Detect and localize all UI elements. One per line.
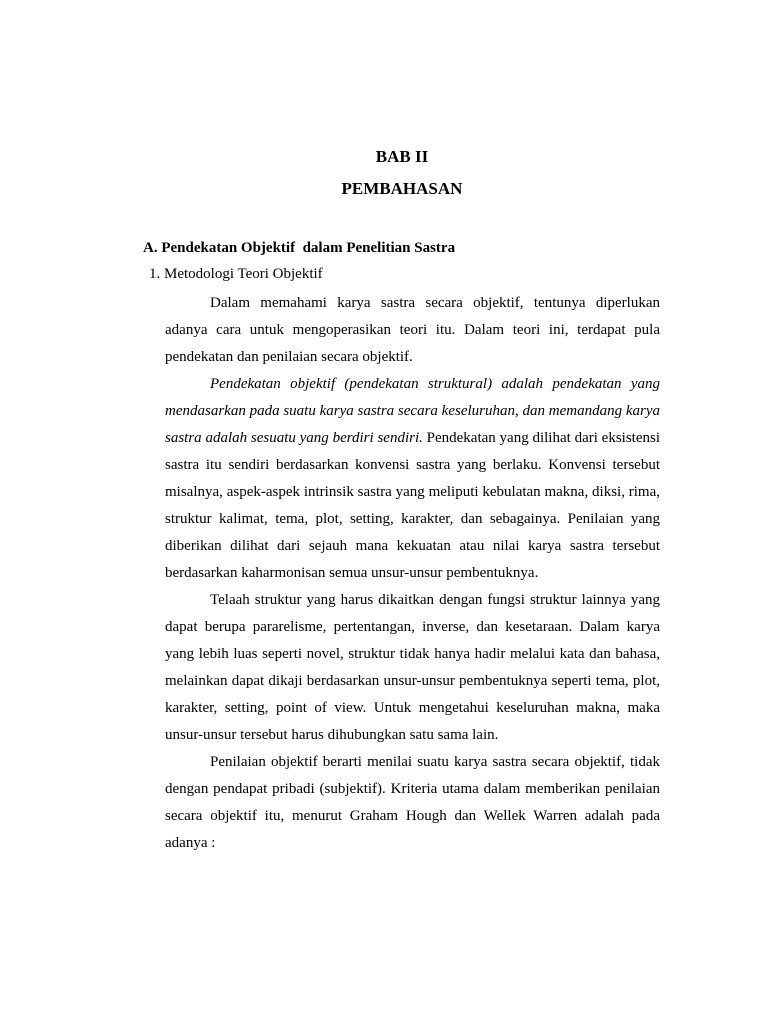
subsection-heading: 1. Metodologi Teori Objektif — [149, 266, 323, 282]
paragraph-2-rest: Pendekatan yang dilihat dari eksistensi sastra itu sendiri berdasarkan konvensi sastra yang berlaku. Konvensi tersebut misalnya, aspek-aspek intrinsik sastra yang meliputi kebulatan makna, diksi, rima, struktur kalimat, tema, plot, setting, karakter, dan sebagainya. Penilaian yang diberikan dilihat dari sejauh mana kekuatan atau nilai karya sastra tersebut berdasarkan kaharmonisan semua unsur-unsur pembentuknya. — [165, 430, 660, 581]
body-text — [165, 290, 660, 857]
chapter-heading: BAB II — [375, 147, 429, 166]
paragraph-2-italic: Pendekatan objektif (pendekatan struktural) adalah pendekatan yang mendasarkan pada suatu karya sastra secara keseluruhan, dan memandang karya sastra adalah sesuatu yang berdiri sendiri. — [165, 376, 660, 446]
paragraph-3: Telaah struktur yang harus dikaitkan dengan fungsi struktur lainnya yang dapat berupa pararelisme, pertentangan, inverse, dan kesetaraan. Dalam karya yang lebih luas seperti novel, struktur tidak hanya hadir melalui kata dan bahasa, melainkan dapat dikaji berdasarkan unsur-unsur pembentuknya seperti tema, plot, karakter, setting, point of view. Untuk mengetahui keseluruhan makna, maka unsur-unsur tersebut harus dihubungkan satu sama lain. — [165, 592, 660, 743]
paragraph-2 — [165, 371, 660, 587]
paragraph-4: Penilaian objektif berarti menilai suatu karya sastra secara objektif, tidak dengan pendapat pribadi (subjektif). Kriteria utama dalam memberikan penilaian secara objektif itu, menurut Graham Hough dan Wellek Warren adalah pada adanya : — [165, 754, 660, 851]
paragraph-1: Dalam memahami karya sastra secara objektif, tentunya diperlukan adanya cara untuk mengoperasikan teori itu. Dalam teori ini, terdapat pula pendekatan dan penilaian secara objektif. — [165, 295, 660, 365]
chapter-title: PEMBAHASAN — [341, 179, 463, 198]
section-heading: A. Pendekatan Objektif dalam Penelitian Sastra — [143, 240, 456, 256]
